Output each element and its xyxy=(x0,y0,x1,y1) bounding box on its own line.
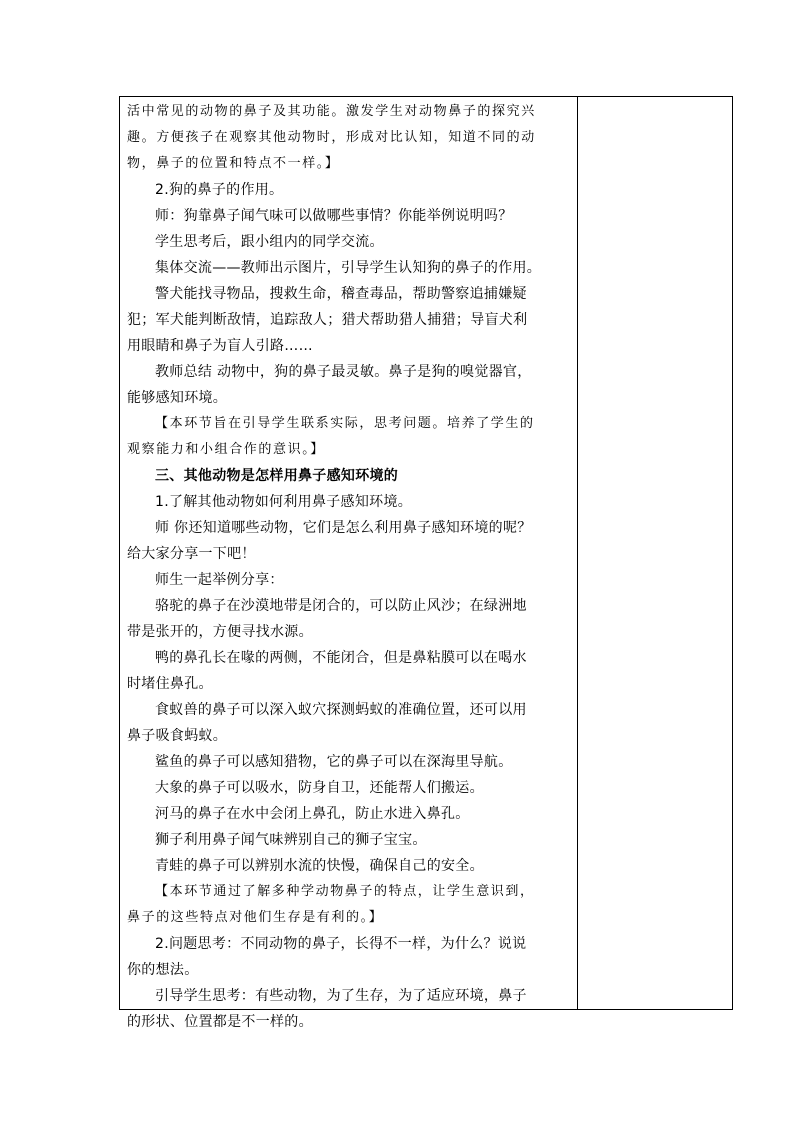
example-anteater: 鼻子吸食蚂蚁。 xyxy=(127,728,228,744)
section-step-heading: 2.问题思考：不同动物的鼻子，长得不一样，为什么？说说 xyxy=(155,936,527,952)
example-camel: 骆驼的鼻子在沙漠地带是闭合的，可以防止风沙；在绿洲地 xyxy=(155,598,527,614)
paragraph-line: 用眼睛和鼻子为盲人引路…… xyxy=(127,338,313,354)
example-elephant: 大象的鼻子可以吸水，防身自卫，还能帮人们搬运。 xyxy=(155,780,484,796)
example-hippo: 河马的鼻子在水中会闭上鼻孔，防止水进入鼻孔。 xyxy=(155,806,470,822)
paragraph-line: 引导学生思考：有些动物，为了生存，为了适应环境，鼻子 xyxy=(155,988,527,1004)
section-step-heading: 2.狗的鼻子的作用。 xyxy=(155,182,284,198)
example-duck: 鸭的鼻孔长在喙的两侧，不能闭合，但是鼻粘膜可以在喝水 xyxy=(155,650,527,666)
example-frog: 青蛙的鼻子可以辨别水流的快慢，确保自己的安全。 xyxy=(155,858,484,874)
paragraph-line: 警犬能找寻物品，搜救生命，稽查毒品，帮助警察追捕嫌疑 xyxy=(155,286,527,302)
design-note-line: 【本环节通过了解多种学动物鼻子的特点，让学生意识到， xyxy=(155,884,535,899)
paragraph-line: 的形状、位置都是不一样的。 xyxy=(127,1014,313,1030)
example-lion: 狮子利用鼻子闻气味辨别自己的狮子宝宝。 xyxy=(155,832,427,848)
teacher-question: 师：狗靠鼻子闻气味可以做哪些事情？你能举例说明吗？ xyxy=(155,208,513,224)
design-note-line: 趣。方便孩子在观察其他动物时，形成对比认知，知道不同的动 xyxy=(127,130,536,145)
example-shark: 鲨鱼的鼻子可以感知猎物，它的鼻子可以在深海里导航。 xyxy=(155,754,513,770)
example-camel: 带是张开的，方便寻找水源。 xyxy=(127,624,313,640)
column-divider xyxy=(577,97,578,1009)
lesson-content-cell xyxy=(127,99,575,1035)
paragraph-line: 学生思考后，跟小组内的同学交流。 xyxy=(155,234,384,250)
design-note-line: 鼻子的这些特点对他们生存是有利的。】 xyxy=(127,910,384,925)
teacher-summary: 教师总结 动物中，狗的鼻子最灵敏。鼻子是狗的嗅觉器官， xyxy=(155,364,532,380)
paragraph-line: 你的想法。 xyxy=(127,962,199,978)
section-step-heading: 1.了解其他动物如何利用鼻子感知环境。 xyxy=(155,494,413,510)
paragraph-line: 集体交流——教师出示图片，引导学生认知狗的鼻子的作用。 xyxy=(155,260,542,276)
teacher-summary: 能够感知环境。 xyxy=(127,390,228,406)
notes-cell xyxy=(580,97,732,1009)
teacher-question: 给大家分享一下吧！ xyxy=(127,546,256,562)
paragraph-line: 犯；军犬能判断敌情，追踪敌人；猎犬帮助猎人捕猎；导盲犬利 xyxy=(127,312,528,328)
design-note-line: 【本环节旨在引导学生联系实际，思考问题。培养了学生的 xyxy=(155,416,535,431)
design-note-line: 活中常见的动物的鼻子及其功能。激发学生对动物鼻子的探究兴 xyxy=(127,104,536,119)
design-note-line: 物，鼻子的位置和特点不一样。】 xyxy=(127,156,340,171)
section-heading: 三、其他动物是怎样用鼻子感知环境的 xyxy=(155,468,399,484)
lesson-table xyxy=(119,96,733,1030)
example-duck: 时堵住鼻孔。 xyxy=(127,676,213,692)
paragraph-line: 师生一起举例分享： xyxy=(155,572,284,588)
example-anteater: 食蚁兽的鼻子可以深入蚁穴探测蚂蚁的准确位置，还可以用 xyxy=(155,702,527,718)
teacher-question: 师 你还知道哪些动物，它们是怎么利用鼻子感知环境的呢？ xyxy=(155,520,532,536)
design-note-line: 观察能力和小组合作的意识。】 xyxy=(127,442,325,457)
